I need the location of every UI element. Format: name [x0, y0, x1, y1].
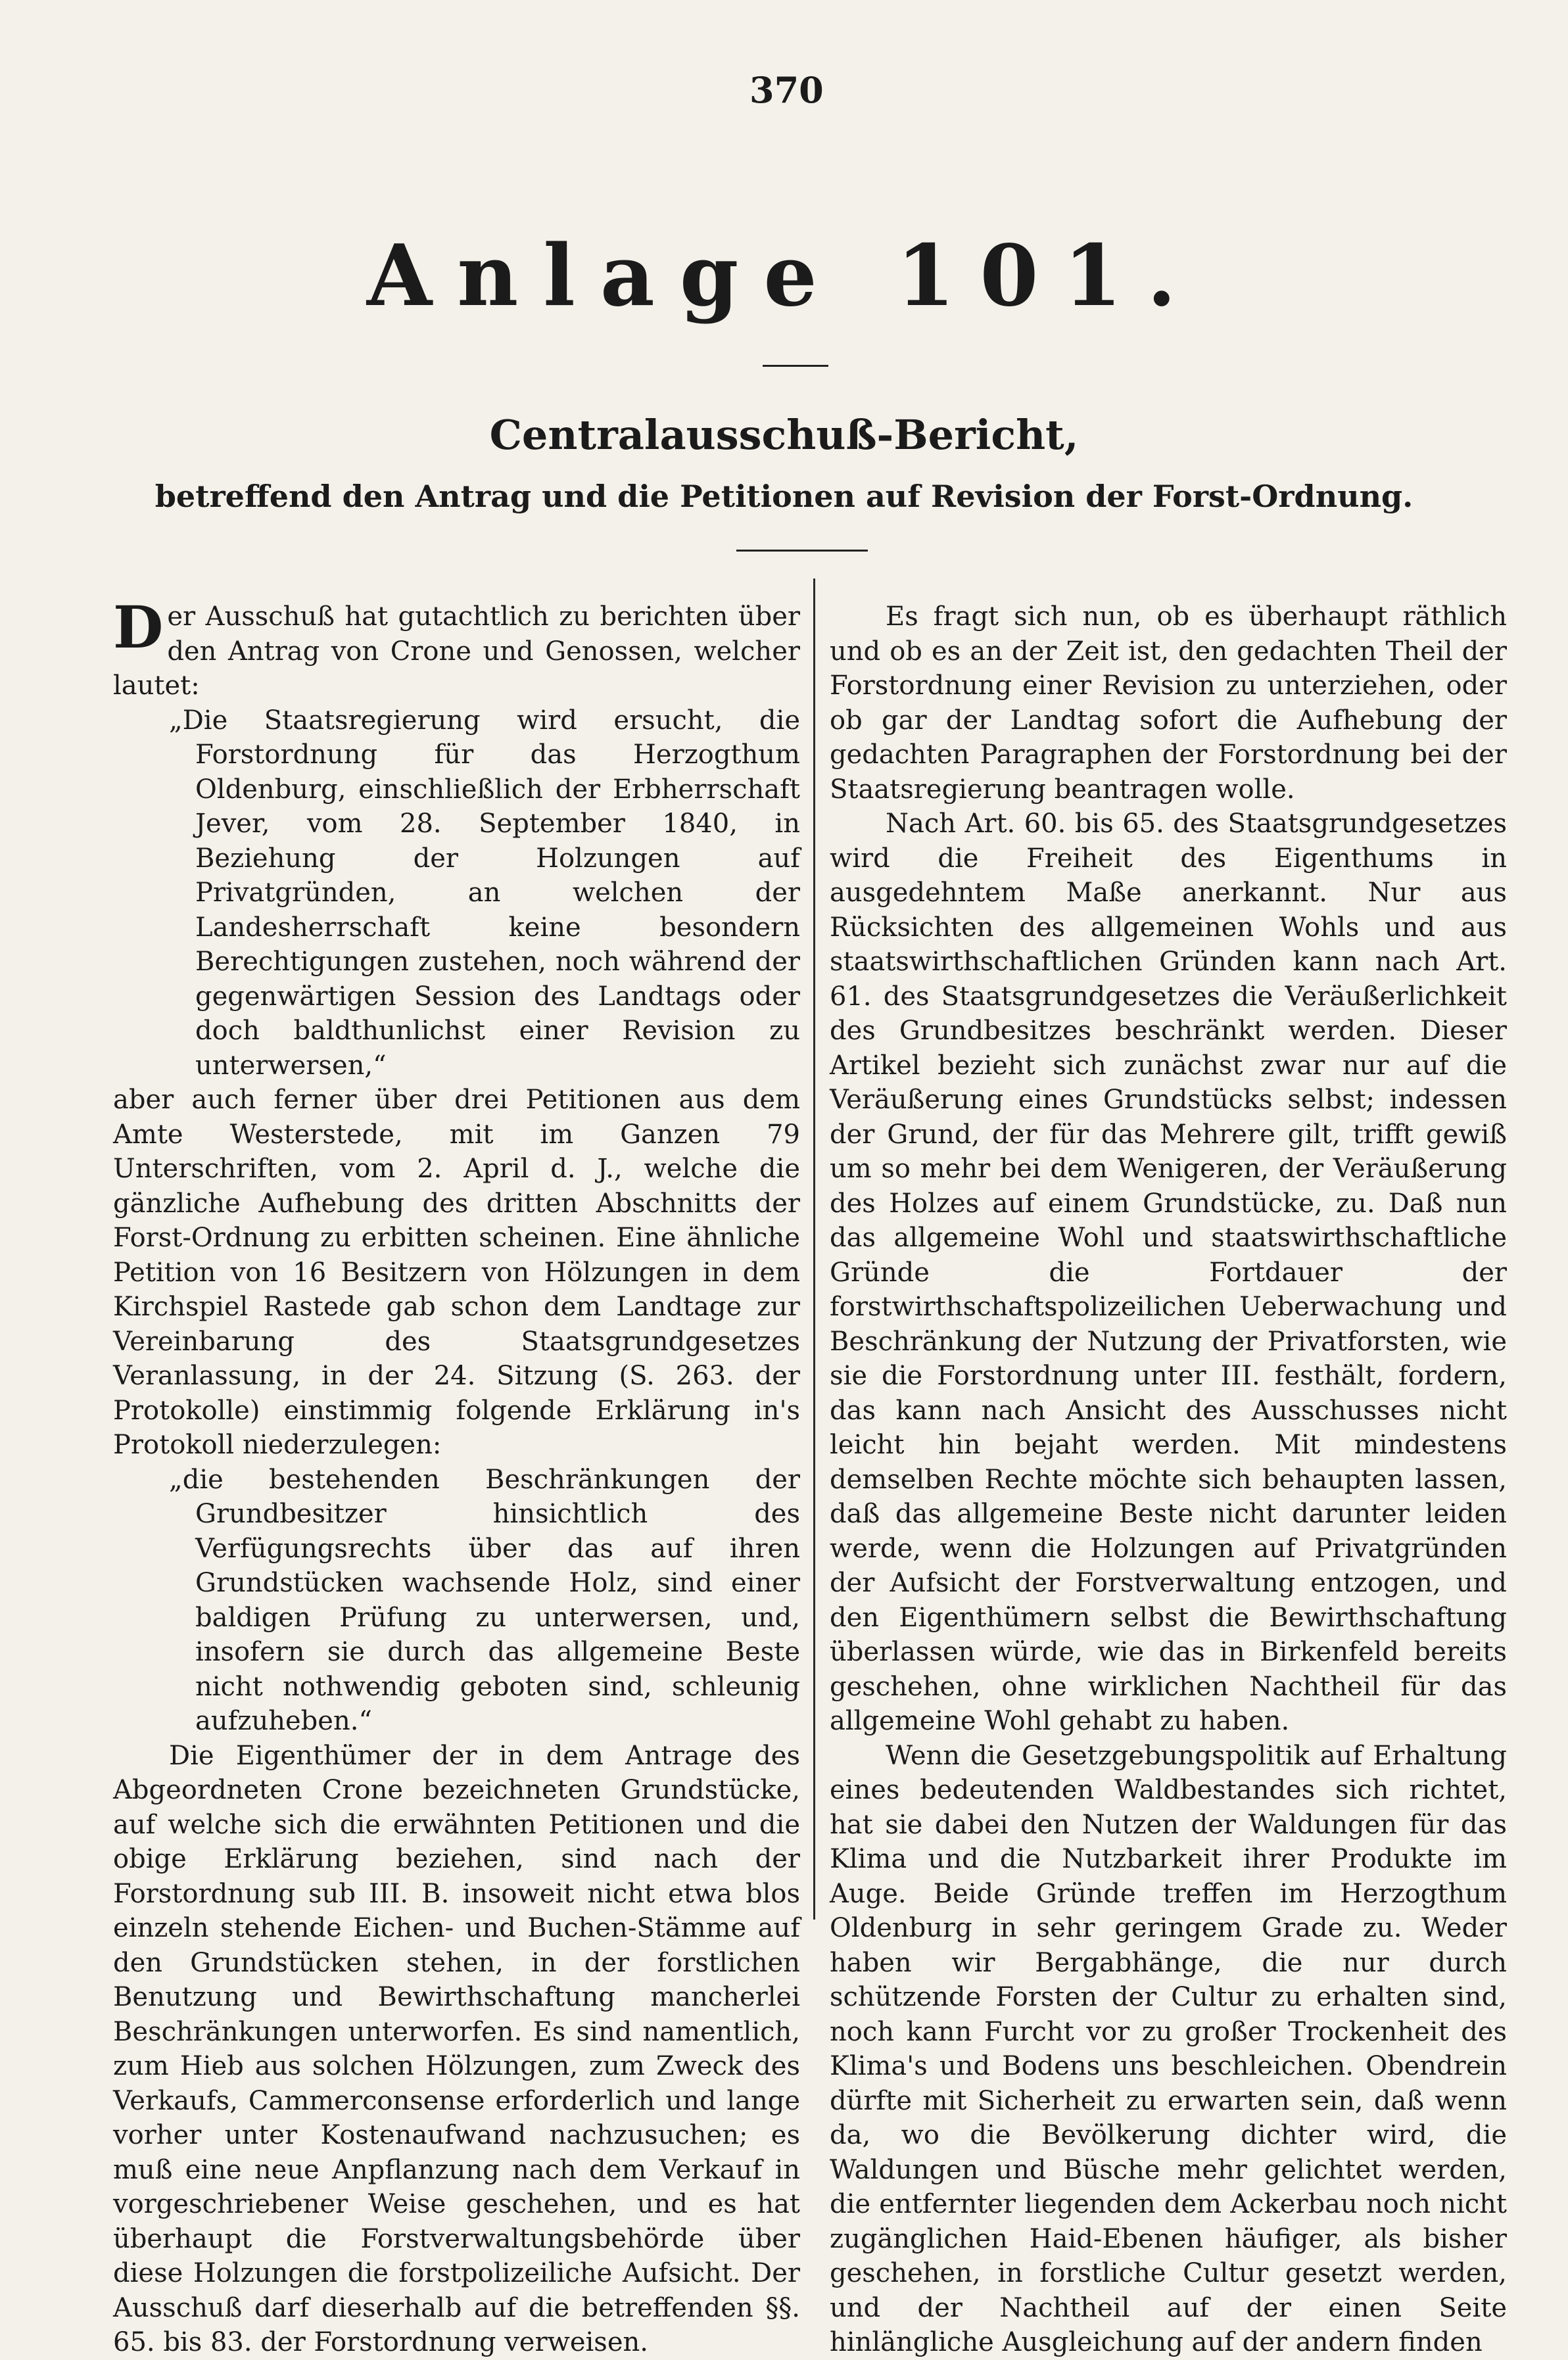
paragraph-owners: Die Eigenthümer der in dem Antrage des Abgeordneten Crone bezeichneten Grundstücke, auf welche sich die erwähnten Petitionen und die obige Erklärung beziehen, sind nach der Forstordnung sub III. B. insoweit nicht etwa blos einzeln stehende Eichen- und Buchen-Stämme auf den Grundstücken stehen, in der forstlichen Benutzung und Bewirthschaftung mancherlei Beschränkungen unterworfen. Es sind namentlich, zum Hieb aus solchen Hölzungen, zum Zweck des Verkaufs, Cammerconsense erforderlich und lange vorher unter Kostenaufwand nachzusuchen; es muß eine neue Anpflanzung nach dem Verkauf in vorgeschriebener Weise geschehen, und es hat überhaupt die Forstverwaltungsbehörde über diese Holzungen die forstpolizeiliche Aufsicht. Der Ausschuß darf dieserhalb auf die betreffenden §§. 65. bis 83. der Forstordnung verweisen.	[113, 1740, 800, 2357]
quotation-declaration: „die bestehenden Beschränkungen der Grundbesitzer hinsichtlich des Verfügungsrechts über das auf ihren Grundstücken wachsende Holz, sind einer baldigen Prüfung zu unterwersen, und, insofern sie durch das allgemeine Beste nicht nothwendig geboten sind, schleunig aufzuheben.“	[169, 1464, 800, 1736]
report-heading: Centralausschuß-Bericht,	[489, 411, 1079, 459]
quotation-motion: „Die Staatsregierung wird ersucht, die Forstordnung für das Herzogthum Oldenburg, einschließlich der Erbherrschaft Jever, vom 28. September 1840, in Beziehung der Holzungen auf Privatgründen, an welchen der Landesherrschaft keine besondern Berechtigungen zustehen, noch während der gegenwärtigen Session des Landtags oder doch baldthunlichst einer Revision zu unterwersen,“	[169, 705, 800, 1081]
column-divider	[813, 578, 815, 1920]
paragraph-legislation: Wenn die Gesetzgebungspolitik auf Erhaltung eines bedeutenden Waldbestandes sich richtet, hat sie dabei den Nutzen der Waldungen für das Klima und die Nutzbarkeit ihrer Produkte im Auge. Beide Gründe treffen im Herzogthum Oldenburg in sehr geringem Grade zu. Weder haben wir Bergabhänge, die nur durch schützende Forsten der Cultur zu erhalten sind, noch kann Furcht vor zu großer Trockenheit des Klima's und Bodens uns beschleichen. Obendrein dürfte mit Sicherheit zu erwarten sein, daß wenn da, wo die Bevölkerung dichter wird, die Waldungen und Büsche mehr gelichtet werden, die entfernter liegenden dem Ackerbau noch nicht zugänglichen Haid-Ebenen häufiger, als bisher geschehen, in forstliche Cultur gesetzt werden, und der Nachtheil auf der einen Seite hinlängliche Ausgleichung auf der andern finden	[830, 1740, 1507, 2357]
heading-divider	[736, 550, 868, 552]
right-column	[830, 600, 1507, 2360]
paragraph-petitions: aber auch ferner über drei Petitionen aus dem Amte Westerstede, mit im Ganzen 79 Unterschriften, vom 2. April d. J., welche die gänzliche Aufhebung des dritten Abschnitts der Forst-Ordnung zu erbitten scheinen. Eine ähnliche Petition von 16 Besitzern von Hölzungen in dem Kirchspiel Rastede gab schon dem Landtage zur Vereinbarung des Staatsgrundgesetzes Veranlassung, in der 24. Sitzung (S. 263. der Protokolle) einstimmig folgende Erklärung in's Protokoll niederzulegen:	[113, 1085, 800, 1460]
paragraph-intro-text: er Ausschuß hat gutachtlich zu berichten über den Antrag von Crone und Genossen, welcher lautet:	[113, 602, 800, 701]
drop-cap: D	[113, 593, 164, 661]
paragraph-intro	[113, 593, 800, 703]
paragraph-constitution: Nach Art. 60. bis 65. des Staatsgrundgesetzes wird die Freiheit des Eigenthums in ausgedehntem Maße anerkannt. Nur aus Rücksichten des allgemeinen Wohls und aus staatswirthschaftlichen Gründen kann nach Art. 61. des Staatsgrundgesetzes die Veräußerlichkeit des Grundbesitzes beschränkt werden. Dieser Artikel bezieht sich zunächst zwar nur auf die Veräußerung eines Grundstücks selbst; indessen der Grund, der für das Mehrere gilt, trifft gewiß um so mehr bei dem Wenigeren, der Veräußerung des Holzes auf einem Grundstücke, zu. Daß nun das allgemeine Wohl und staatswirthschaftliche Gründe die Fortdauer der forstwirthschaftspolizeilichen Ueberwachung und Beschränkung der Nutzung der Privatforsten, wie sie die Forstordnung unter III. festhält, fordern, das kann nach Ansicht des Ausschusses nicht leicht hin bejaht werden. Mit mindestens demselben Rechte möchte sich behaupten lassen, daß das allgemeine Beste nicht darunter leiden werde, wenn die Holzungen auf Privatgründen der Aufsicht der Forstverwaltung entzogen, und den Eigenthümern selbst die Bewirthschaftung überlassen würde, wie das in Birkenfeld bereits geschehen, ohne wirklichen Nachtheil für das allgemeine Wohl gehabt zu haben.	[830, 809, 1507, 1736]
document-title: Anlage 101.	[366, 227, 1202, 325]
report-subject-line: betreffend den Antrag und die Petitionen auf Revision der Forst-Ordnung.	[154, 479, 1414, 514]
paragraph-question: Es fragt sich nun, ob es überhaupt räthlich und ob es an der Zeit ist, den gedachten Theil der Forstordnung einer Revision zu unterziehen, oder ob gar der Landtag sofort die Aufhebung der gedachten Paragraphen der Forstordnung bei der Staatsregierung beantragen wolle.	[830, 602, 1507, 805]
page-number: 370	[749, 69, 824, 111]
title-divider	[763, 365, 828, 367]
left-column	[113, 593, 800, 2360]
